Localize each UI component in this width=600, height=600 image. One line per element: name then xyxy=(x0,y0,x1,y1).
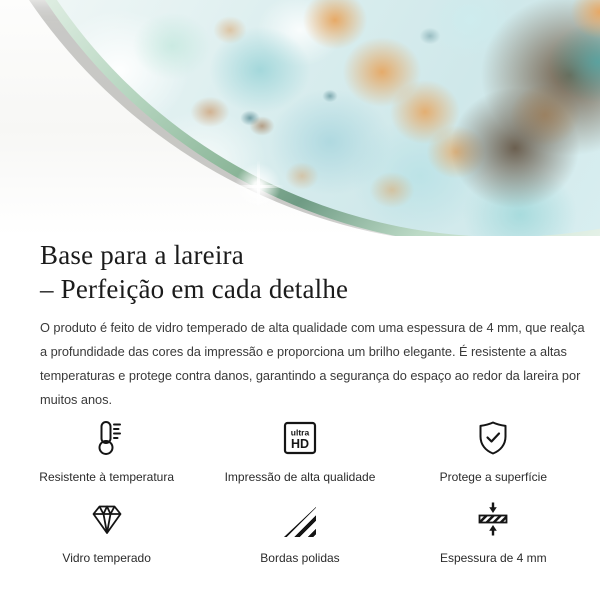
polished-edges-icon xyxy=(284,497,316,539)
thermometer-icon xyxy=(87,416,127,458)
shield-check-icon xyxy=(473,416,513,458)
features-grid xyxy=(10,416,590,566)
feature-label: Vidro temperado xyxy=(62,551,151,565)
feature-protects-surface xyxy=(397,416,590,485)
page-title-line-1: Base para a lareira xyxy=(40,240,244,270)
feature-high-quality-print xyxy=(203,416,396,485)
description-line: a profundidade das cores da impressão e proporciona um brilho elegante. É resistente a altas xyxy=(40,344,567,359)
feature-thickness xyxy=(397,497,590,566)
feature-label: Protege a superfície xyxy=(439,470,548,484)
page-title xyxy=(40,238,560,306)
ultra-hd-icon-text-top: ultra xyxy=(290,427,310,438)
feature-label: Bordas polidas xyxy=(260,551,340,565)
description-line: O produto é feito de vidro temperado de alta qualidade com uma espessura de 4 mm, que realça xyxy=(40,320,585,335)
feature-label: Resistente à temperatura xyxy=(39,470,175,484)
ultra-hd-icon-text-bottom: HD xyxy=(290,437,310,451)
feature-polished-edges xyxy=(203,497,396,566)
feature-label: Espessura de 4 mm xyxy=(439,551,547,565)
description-line: muitos anos. xyxy=(40,392,112,407)
feature-temperature-resistant xyxy=(10,416,203,485)
page-title-line-2: – Perfeição em cada detalhe xyxy=(40,274,349,304)
feature-label: Impressão de alta qualidade xyxy=(224,470,376,484)
hero-product-image xyxy=(0,0,600,236)
ultra-hd-icon xyxy=(280,416,320,458)
description-line: temperaturas e protege contra danos, garantindo a segurança do espaço ao redor da lareira por xyxy=(40,368,581,383)
diagonal-stripes-glyph xyxy=(284,507,316,537)
product-description-section xyxy=(0,236,600,566)
thickness-icon xyxy=(473,497,513,539)
diamond-icon xyxy=(87,497,127,539)
product-description xyxy=(40,316,585,412)
feature-tempered-glass xyxy=(10,497,203,566)
